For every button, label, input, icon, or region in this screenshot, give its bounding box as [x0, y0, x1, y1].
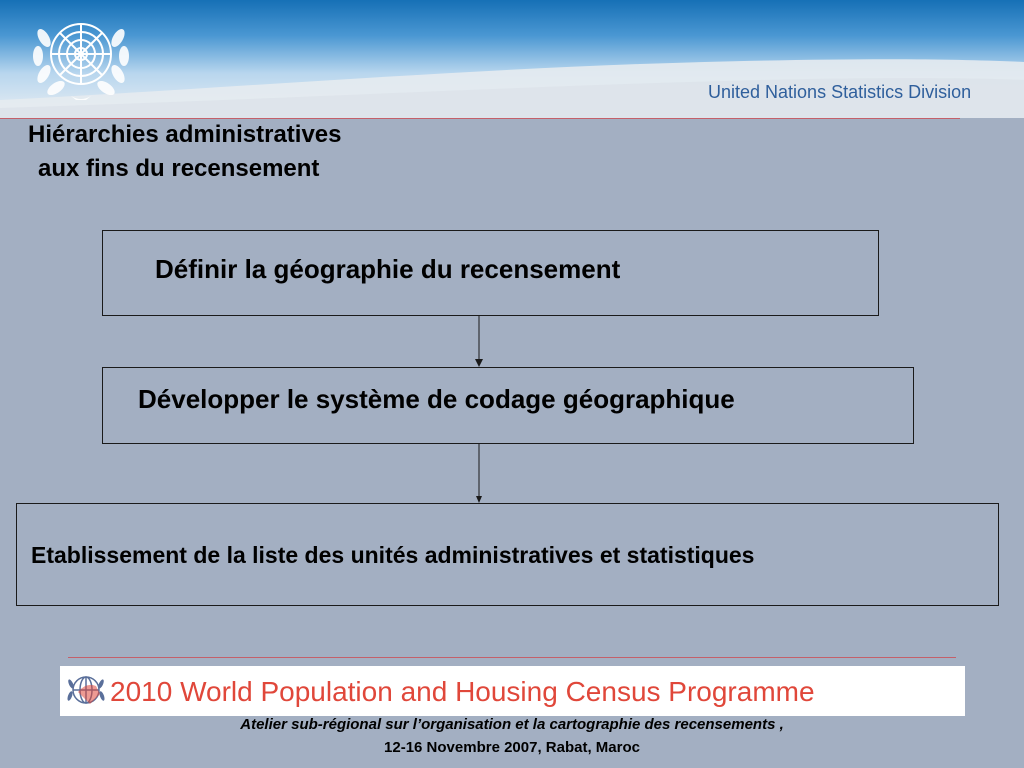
header-band — [0, 0, 1024, 118]
footer-date-location: 12-16 Novembre 2007, Rabat, Maroc — [384, 739, 640, 756]
un-emblem-icon — [26, 8, 136, 106]
footer-workshop-line — [0, 716, 1024, 733]
footer-workshop-text: Atelier sub-régional sur l’organisation et la cartographie des recensements , — [240, 716, 784, 733]
division-name: United Nations Statistics Division — [708, 82, 972, 102]
footer-divider — [68, 657, 956, 658]
arrow-down-icon — [470, 316, 488, 368]
flow-step-1-label: Définir la géographie du recensement — [155, 254, 621, 284]
slide-title — [28, 118, 342, 186]
census-logo-icon — [66, 670, 106, 712]
census-programme-banner — [60, 666, 965, 716]
slide-title-line1: Hiérarchies administratives — [28, 121, 342, 148]
flow-step-2-label: Développer le système de codage géographique — [138, 384, 735, 414]
census-programme-title: 2010 World Population and Housing Census Programme — [110, 676, 815, 707]
arrow-down-icon — [470, 444, 488, 504]
flow-step-3-label: Etablissement de la liste des unités administratives et statistiques — [31, 542, 755, 568]
slide-title-line2: aux fins du recensement — [38, 155, 320, 182]
